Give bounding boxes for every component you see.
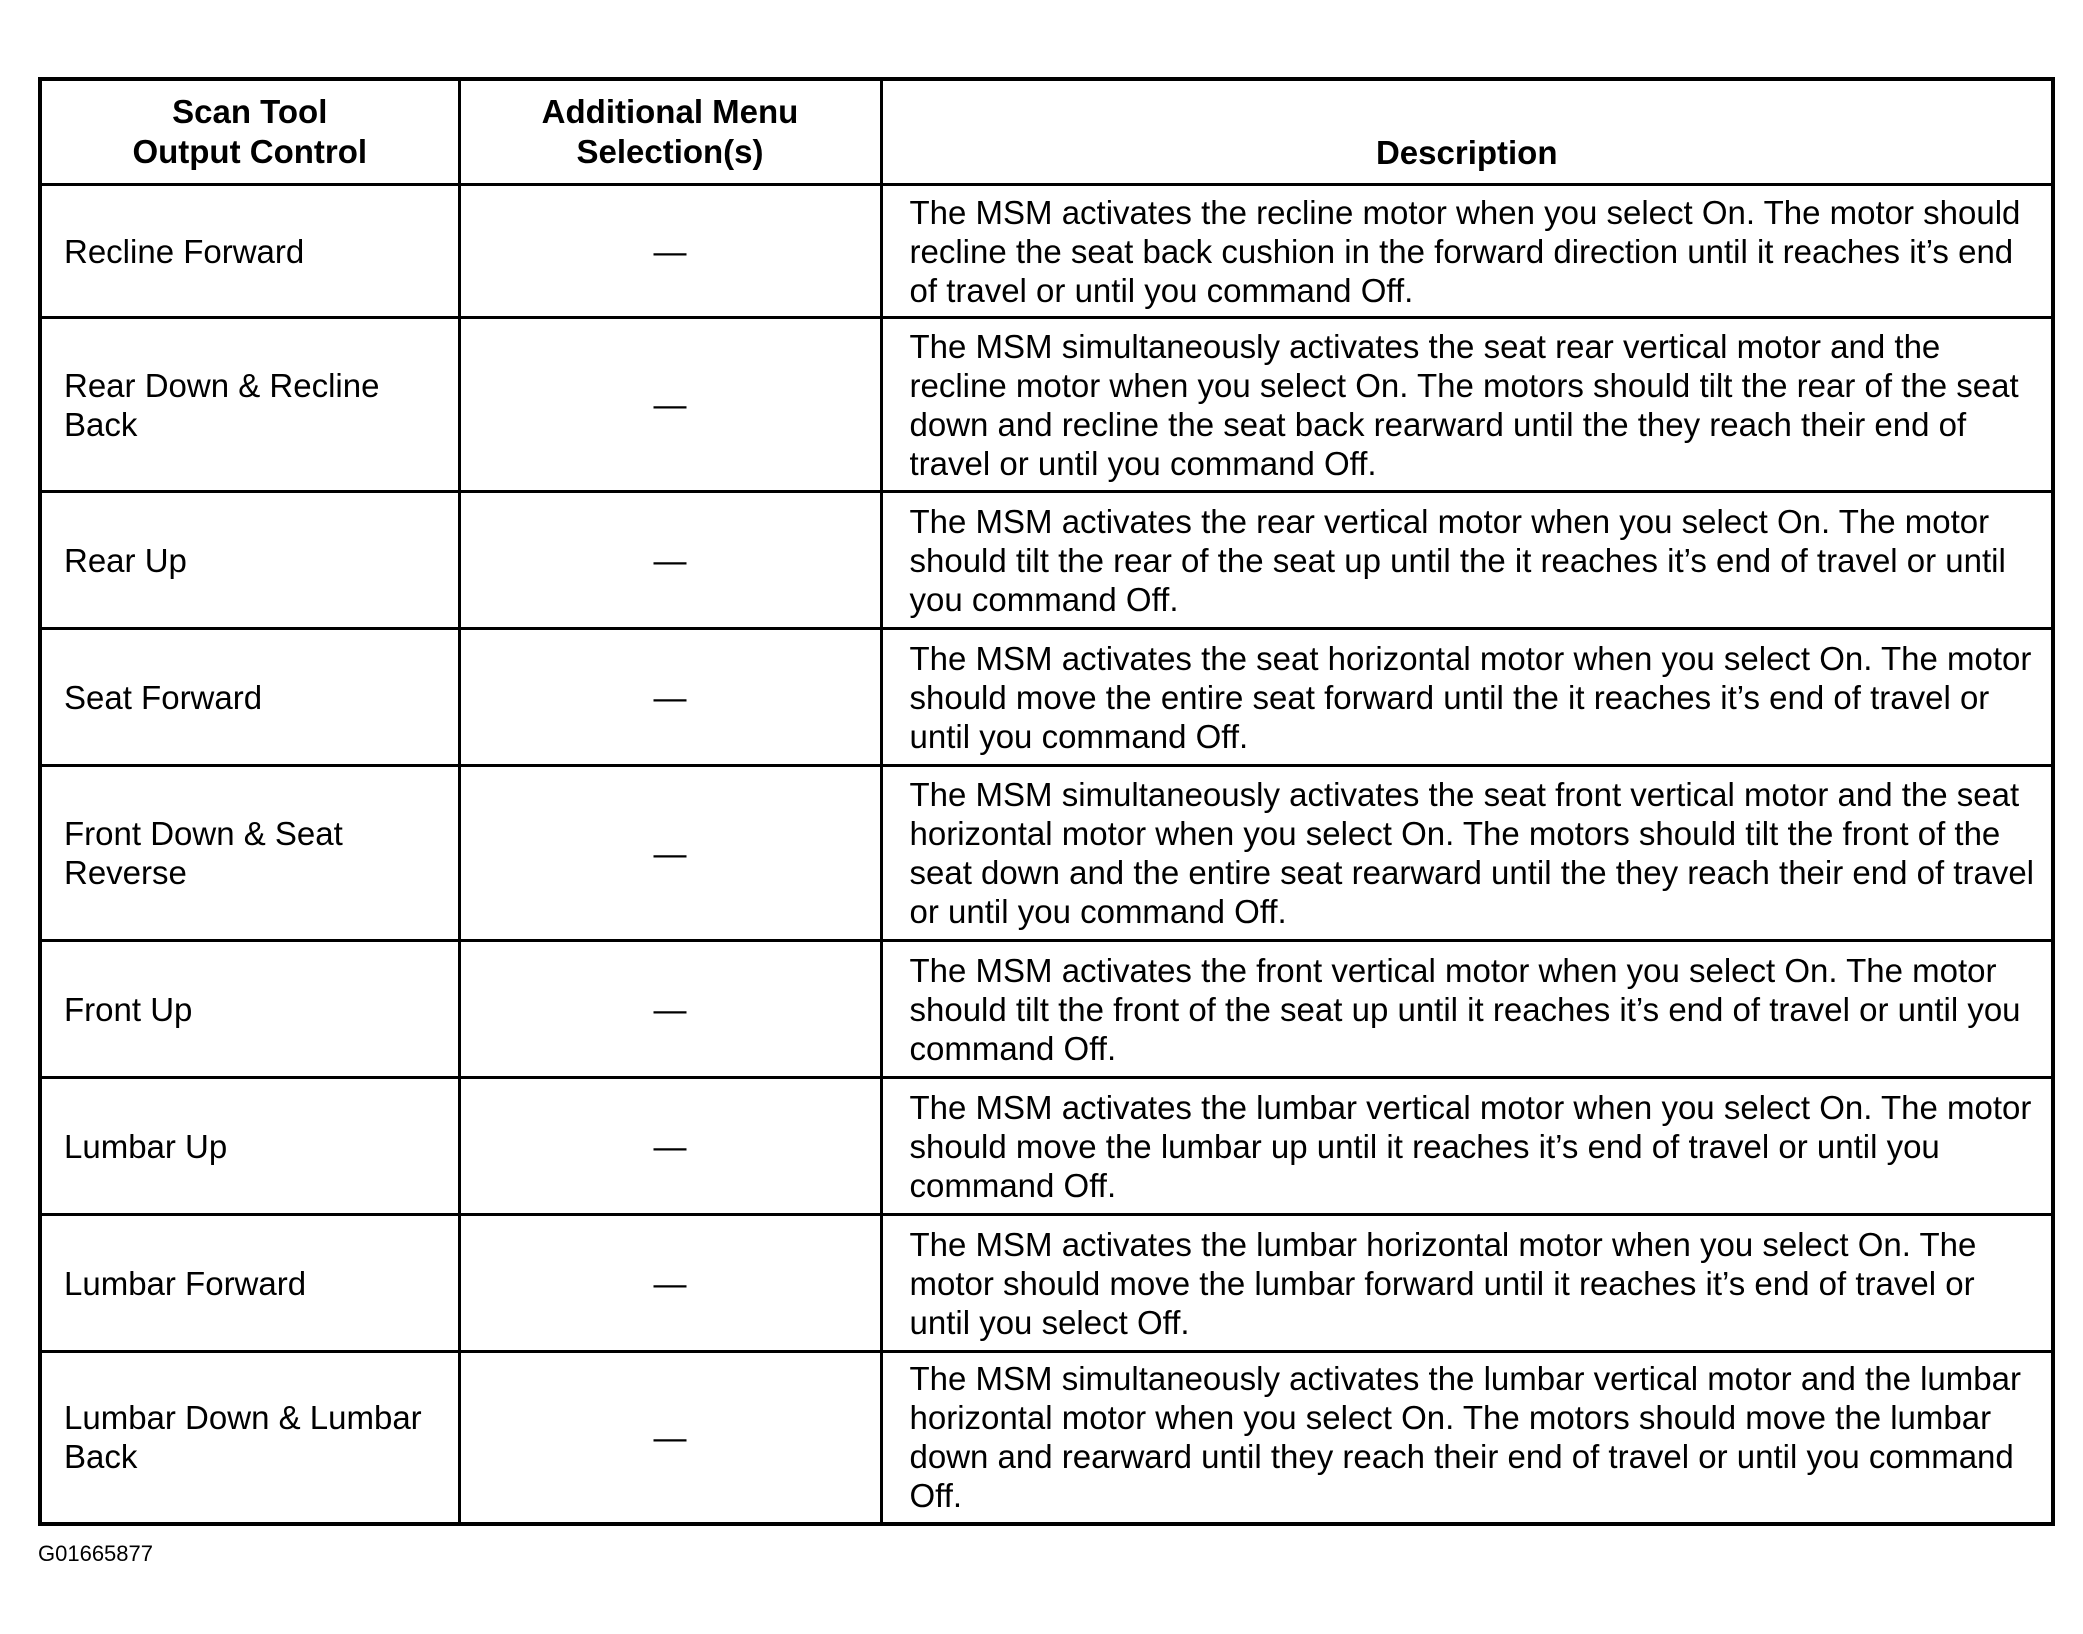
control-cell: Front Up bbox=[40, 941, 459, 1078]
description-cell: The MSM activates the rear vertical motor when you select On. The motor should tilt the rear of the seat up until the it reaches it’s end of travel or until you command Off. bbox=[881, 492, 2053, 629]
control-cell: Seat Forward bbox=[40, 629, 459, 766]
header-scan-tool-output-control: Scan Tool Output Control bbox=[40, 79, 459, 185]
menu-selection-cell: — bbox=[459, 766, 881, 941]
description-cell: The MSM activates the recline motor when you select On. The motor should recline the seat back cushion in the forward direction until it reaches it’s end of travel or until you command Off. bbox=[881, 185, 2053, 318]
menu-selection-cell: — bbox=[459, 1215, 881, 1352]
menu-selection-cell: — bbox=[459, 629, 881, 766]
description-cell: The MSM simultaneously activates the seat rear vertical motor and the recline motor when you select On. The motors should tilt the rear of the seat down and recline the seat back rearward until the they reach their end of travel or until you command Off. bbox=[881, 318, 2053, 492]
control-cell: Lumbar Forward bbox=[40, 1215, 459, 1352]
table-row bbox=[40, 941, 2053, 1078]
table-row bbox=[40, 629, 2053, 766]
table-row bbox=[40, 318, 2053, 492]
output-control-table bbox=[38, 77, 2055, 1526]
menu-selection-cell: — bbox=[459, 318, 881, 492]
table-row bbox=[40, 766, 2053, 941]
control-cell: Rear Down & Recline Back bbox=[40, 318, 459, 492]
table-row bbox=[40, 185, 2053, 318]
description-cell: The MSM activates the lumbar vertical motor when you select On. The motor should move the lumbar up until it reaches it’s end of travel or until you command Off. bbox=[881, 1078, 2053, 1215]
menu-selection-cell: — bbox=[459, 1078, 881, 1215]
description-cell: The MSM activates the seat horizontal motor when you select On. The motor should move the entire seat forward until the it reaches it’s end of travel or until you command Off. bbox=[881, 629, 2053, 766]
table-row bbox=[40, 1078, 2053, 1215]
control-cell: Lumbar Down & Lumbar Back bbox=[40, 1352, 459, 1524]
table-row bbox=[40, 1215, 2053, 1352]
menu-selection-cell: — bbox=[459, 941, 881, 1078]
description-cell: The MSM activates the lumbar horizontal motor when you select On. The motor should move the lumbar forward until it reaches it’s end of travel or until you select Off. bbox=[881, 1215, 2053, 1352]
menu-selection-cell: — bbox=[459, 1352, 881, 1524]
description-cell: The MSM simultaneously activates the lumbar vertical motor and the lumbar horizontal motor when you select On. The motors should move the lumbar down and rearward until they reach their end of travel or until you command Off. bbox=[881, 1352, 2053, 1524]
menu-selection-cell: — bbox=[459, 185, 881, 318]
description-cell: The MSM simultaneously activates the seat front vertical motor and the seat horizontal motor when you select On. The motors should tilt the front of the seat down and the entire seat rearward until the they reach their end of travel or until you command Off. bbox=[881, 766, 2053, 941]
header-description: Description bbox=[881, 79, 2053, 185]
table-row bbox=[40, 492, 2053, 629]
menu-selection-cell: — bbox=[459, 492, 881, 629]
figure-id-label: G01665877 bbox=[38, 1541, 153, 1566]
table-row bbox=[40, 1352, 2053, 1524]
control-cell: Recline Forward bbox=[40, 185, 459, 318]
control-cell: Lumbar Up bbox=[40, 1078, 459, 1215]
control-cell: Rear Up bbox=[40, 492, 459, 629]
control-cell: Front Down & Seat Reverse bbox=[40, 766, 459, 941]
header-additional-menu-selections: Additional Menu Selection(s) bbox=[459, 79, 881, 185]
description-cell: The MSM activates the front vertical motor when you select On. The motor should tilt the front of the seat up until it reaches it’s end of travel or until you command Off. bbox=[881, 941, 2053, 1078]
header-row bbox=[40, 79, 2053, 185]
